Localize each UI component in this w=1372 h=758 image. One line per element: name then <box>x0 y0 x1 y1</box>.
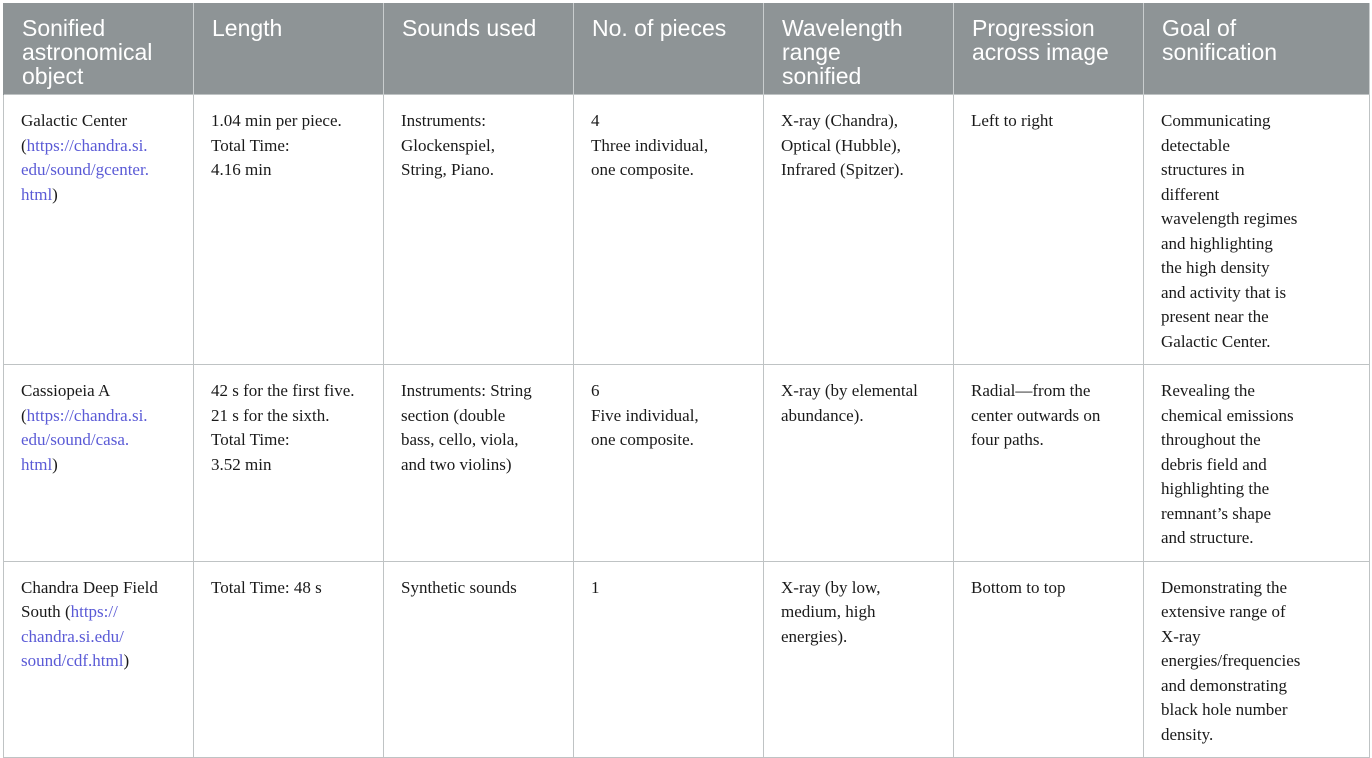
source-link[interactable]: html <box>21 184 53 204</box>
sounds-line: String, Piano. <box>401 160 495 179</box>
goal-line: and structure. <box>1161 528 1254 547</box>
wavelength-line: abundance). <box>781 405 864 425</box>
cell-progression <box>954 561 1144 758</box>
wavelength-line: X-ray (Chandra), <box>781 111 899 130</box>
goal-line: energies/frequencies <box>1161 651 1301 670</box>
wavelength-line: X-ray (by elemental <box>781 381 918 400</box>
object-name: South <box>21 602 61 621</box>
goal-line: extensive range of <box>1161 602 1286 621</box>
goal-line: throughout the <box>1161 430 1261 449</box>
table-row <box>4 561 1370 758</box>
progression-line: Bottom to top <box>971 577 1066 597</box>
cell-pieces <box>574 95 764 365</box>
source-link[interactable]: sound/cdf.html <box>21 651 124 670</box>
source-link[interactable]: edu/sound/casa. <box>21 430 130 449</box>
goal-line: wavelength regimes <box>1161 209 1298 228</box>
length-line: 42 s for the first five. <box>211 381 355 400</box>
pieces-line: 1 <box>591 577 600 597</box>
cell-wavelength <box>764 365 954 562</box>
header-length <box>194 3 384 95</box>
header-pieces <box>574 3 764 95</box>
cell-pieces <box>574 561 764 758</box>
cell-progression <box>954 365 1144 562</box>
cell-object <box>4 95 194 365</box>
header-progression-line: across image <box>972 39 1109 65</box>
sounds-line: and two violins) <box>401 454 512 474</box>
goal-line: highlighting the <box>1161 479 1270 498</box>
goal-line: debris field and <box>1161 454 1267 474</box>
sonification-table <box>3 3 1370 758</box>
sounds-line: Synthetic sounds <box>401 577 517 597</box>
header-wavelength-line: range <box>782 39 841 65</box>
header-pieces-line: No. of pieces <box>592 15 727 41</box>
progression-line: Radial—from the <box>971 381 1091 400</box>
pieces-line: Five individual, <box>591 405 699 425</box>
sounds-line: section (double <box>401 405 506 425</box>
cell-sounds <box>384 95 574 365</box>
goal-line: X-ray <box>1161 626 1201 646</box>
cell-pieces <box>574 365 764 562</box>
header-sounds-line: Sounds used <box>402 15 537 41</box>
cell-object <box>4 561 194 758</box>
goal-line: black hole number <box>1161 700 1288 719</box>
goal-line: Demonstrating the <box>1161 577 1288 597</box>
header-length-line: Length <box>212 15 283 41</box>
cell-goal <box>1144 561 1370 758</box>
close-paren: ) <box>52 184 58 204</box>
progression-line: Left to right <box>971 111 1054 130</box>
wavelength-line: Infrared (Spitzer). <box>781 160 904 179</box>
header-wavelength <box>764 3 954 95</box>
header-sounds <box>384 3 574 95</box>
cell-goal <box>1144 365 1370 562</box>
close-paren: ) <box>123 651 130 670</box>
table-row <box>4 95 1370 365</box>
source-link[interactable]: https://chandra.si. <box>26 405 148 425</box>
cell-sounds <box>384 561 574 758</box>
goal-line: density. <box>1161 724 1214 744</box>
sounds-line: bass, cello, viola, <box>401 430 519 449</box>
goal-line: present near the <box>1161 307 1269 326</box>
pieces-line: Three individual, <box>591 135 709 155</box>
cell-goal <box>1144 95 1370 365</box>
source-link[interactable]: https:// <box>70 602 118 621</box>
header-wavelength-line: Wavelength <box>782 15 903 41</box>
header-progression <box>954 3 1144 95</box>
source-link[interactable]: html <box>21 454 53 474</box>
object-name: Chandra Deep Field <box>21 577 158 597</box>
cell-progression <box>954 95 1144 365</box>
wavelength-line: X-ray (by low, <box>781 577 881 597</box>
header-wavelength-line: sonified <box>782 63 862 89</box>
length-line: 4.16 min <box>211 160 272 179</box>
wavelength-line: energies). <box>781 626 848 646</box>
table-row <box>4 365 1370 562</box>
progression-line: center outwards on <box>971 405 1101 425</box>
source-link[interactable]: chandra.si.edu/ <box>21 626 124 646</box>
cell-object <box>4 365 194 562</box>
goal-line: the high density <box>1161 258 1270 277</box>
length-line: Total Time: <box>211 135 290 155</box>
goal-line: structures in <box>1161 160 1245 179</box>
length-line: 21 s for the sixth. <box>211 405 330 425</box>
cell-length <box>194 561 384 758</box>
cell-length <box>194 365 384 562</box>
header-row <box>4 3 1370 95</box>
cell-length <box>194 95 384 365</box>
goal-line: different <box>1161 184 1220 204</box>
sounds-line: Glockenspiel, <box>401 135 495 155</box>
cell-wavelength <box>764 561 954 758</box>
pieces-line: one composite. <box>591 430 694 449</box>
header-goal-line: sonification <box>1162 39 1278 65</box>
header-progression-line: Progression <box>972 15 1095 41</box>
goal-line: and highlighting <box>1161 233 1273 253</box>
goal-line: and activity that is <box>1161 282 1287 302</box>
cell-sounds <box>384 365 574 562</box>
header-object-line: object <box>22 63 84 89</box>
object-name: Cassiopeia A <box>21 381 111 400</box>
open-paren: ( <box>21 135 27 155</box>
wavelength-line: medium, high <box>781 602 876 621</box>
goal-line: chemical emissions <box>1161 405 1294 425</box>
goal-line: Revealing the <box>1161 381 1255 400</box>
length-line: Total Time: <box>211 430 290 449</box>
header-object-line: astronomical <box>22 39 153 65</box>
pieces-line: 6 <box>591 381 600 400</box>
wavelength-line: Optical (Hubble), <box>781 135 901 155</box>
pieces-line: 4 <box>591 111 600 130</box>
progression-line: four paths. <box>971 430 1044 449</box>
goal-line: Galactic Center. <box>1161 331 1271 351</box>
open-paren: ( <box>21 405 27 425</box>
cell-wavelength <box>764 95 954 365</box>
sounds-line: Instruments: <box>401 111 486 130</box>
open-paren: ( <box>64 602 71 621</box>
goal-line: remnant’s shape <box>1161 503 1271 523</box>
source-link[interactable]: https://chandra.si. <box>26 135 148 155</box>
goal-line: and demonstrating <box>1161 675 1288 695</box>
length-line: Total Time: 48 s <box>211 577 322 597</box>
header-goal-line: Goal of <box>1162 15 1237 41</box>
close-paren: ) <box>52 454 58 474</box>
header-object <box>4 3 194 95</box>
goal-line: detectable <box>1161 135 1230 155</box>
goal-line: Communicating <box>1161 111 1271 130</box>
length-line: 3.52 min <box>211 454 272 474</box>
header-goal <box>1144 3 1370 95</box>
pieces-line: one composite. <box>591 160 694 179</box>
sounds-line: Instruments: String <box>401 381 532 400</box>
length-line: 1.04 min per piece. <box>211 111 342 130</box>
source-link[interactable]: edu/sound/gcenter. <box>21 160 149 179</box>
object-name: Galactic Center <box>21 111 128 130</box>
header-object-line: Sonified <box>22 15 106 41</box>
